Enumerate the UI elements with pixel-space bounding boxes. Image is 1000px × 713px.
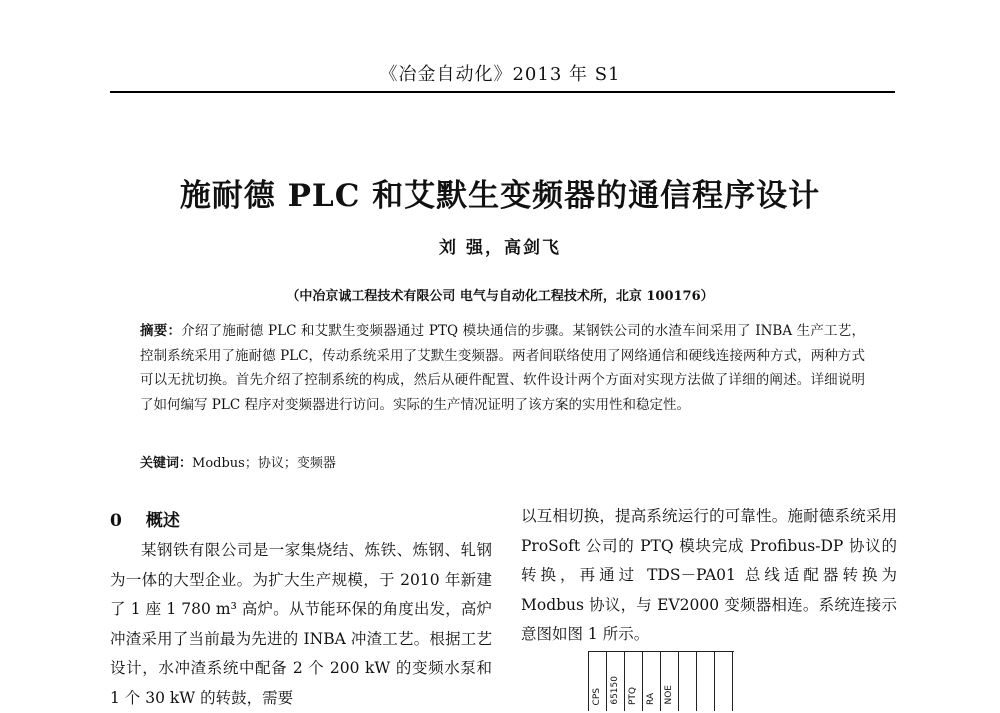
abstract-label: 摘要： — [140, 323, 182, 339]
rack-slot — [696, 651, 715, 711]
rack-slot — [606, 651, 625, 711]
section-title: 概述 — [145, 511, 180, 531]
rack-end-line — [732, 651, 733, 711]
right-column — [521, 502, 897, 650]
section-number: 0 — [110, 511, 122, 531]
section-heading — [110, 506, 180, 531]
rack-slot-label: PTQ — [628, 686, 638, 705]
paper-affiliation: （中冶京诚工程技术有限公司 电气与自动化工程技术所，北京 100176） — [286, 289, 714, 304]
keywords-text: Modbus；协议；变频器 — [192, 456, 336, 471]
rack-slot — [624, 651, 643, 711]
rack-slot — [642, 651, 661, 711]
paper-title: 施耐德 PLC 和艾默生变频器的通信程序设计 — [179, 178, 821, 214]
left-column — [110, 536, 492, 713]
keywords-label: 关键词： — [140, 456, 193, 471]
left-paragraph: 某钢铁有限公司是一家集烧结、炼铁、炼钢、轧钢为一体的大型企业。为扩大生产规模，于 2010 年新建了 1 座 1 780 m³ 高炉。从节能环保的角度出发，高炉冲渣采用了当前最为先进的 INBA 冲渣工艺。根据工艺设计，水冲渣系统中配备 2 个 200 kW 的变频水泵和 1 个 30 kW 的转鼓，需要 — [110, 541, 492, 707]
rack-slot-label: 65150 — [610, 676, 620, 705]
rack-slot-label: CPS — [592, 687, 602, 705]
rack-slot-label: NOE — [664, 685, 674, 705]
right-paragraph: 以互相切换，提高系统运行的可靠性。施耐德系统采用 ProSoft 公司的 PTQ 模块完成 Profibus-DP 协议的转换，再通过 TDS－PA01 总线适配器转换为 Modbus 协议，与 EV2000 变频器相连。系统连接示意图如图 1 所示。 — [521, 507, 897, 643]
paper-authors: 刘 强，高剑飞 — [439, 238, 561, 258]
keywords — [140, 452, 865, 471]
rack-slot — [714, 651, 733, 711]
rack-slot-label: RA — [646, 692, 656, 705]
rack-slot — [678, 651, 697, 711]
rack-slot — [660, 651, 679, 711]
journal-header: 《冶金自动化》2013 年 S1 — [379, 64, 621, 85]
rack-slot — [588, 651, 607, 711]
abstract-text: 介绍了施耐德 PLC 和艾默生变频器通过 PTQ 模块通信的步骤。某钢铁公司的水渣车间采用了 INBA 生产工艺，控制系统采用了施耐德 PLC，传动系统采用了艾默生变频器。两者间联络使用了网络通信和硬线连接两种方式，两种方式可以无扰切换。首先介绍了控制系统的构成，然后从硬件配置、软件设计两个方面对实现方法做了详细的阐述。详细说明了如何编写 PLC 程序对变频器进行访问。实际的生产情况证明了该方案的实用性和稳定性。 — [140, 323, 865, 413]
abstract — [140, 319, 865, 417]
header-rule — [110, 91, 895, 93]
